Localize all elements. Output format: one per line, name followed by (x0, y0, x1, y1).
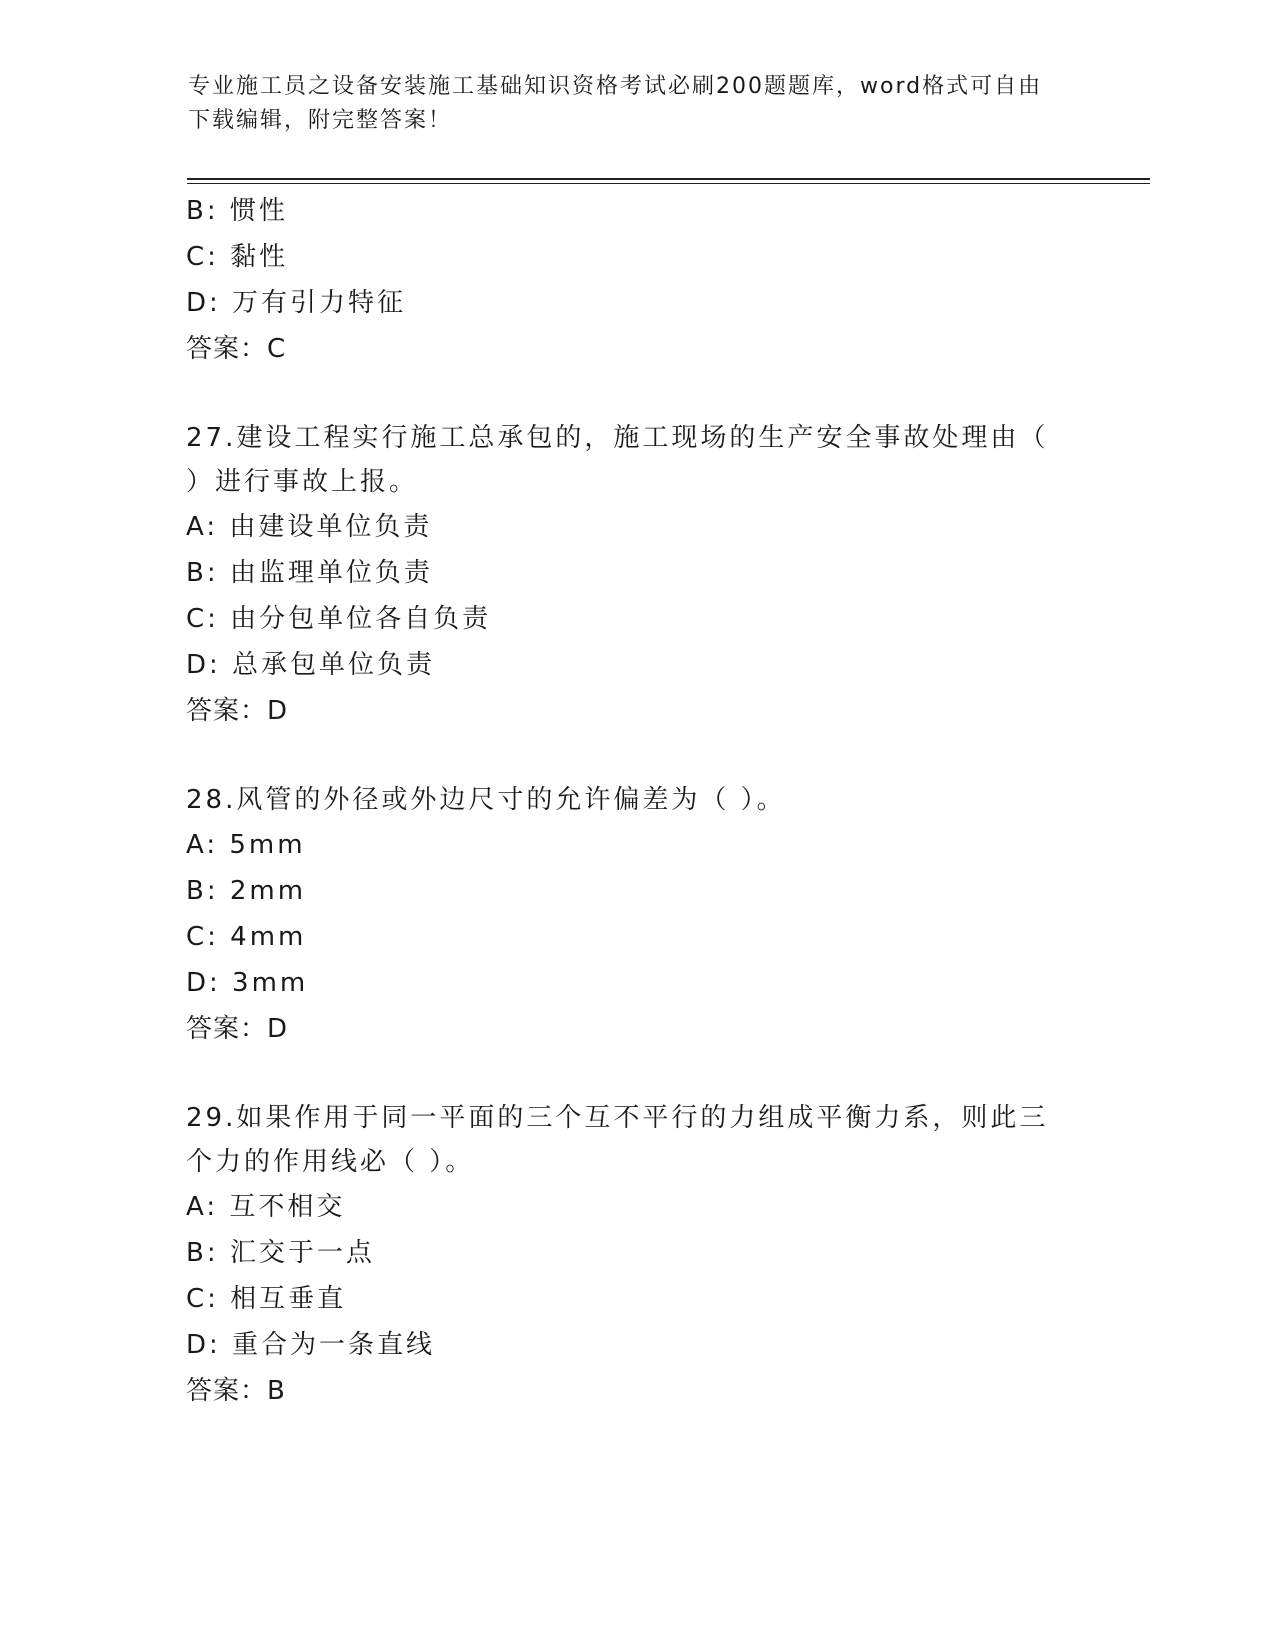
question-28 (186, 778, 1086, 1052)
option-a: A: 5mm (186, 830, 306, 860)
option-b: B: 由监理单位负责 (186, 558, 433, 588)
spacer (186, 372, 1086, 416)
answer: 答案：B (186, 1376, 286, 1406)
option-b: B: 惯性 (186, 196, 288, 226)
question-26 (186, 188, 1086, 372)
option-b: B: 2mm (186, 876, 307, 906)
answer: 答案：D (186, 696, 289, 726)
option-c: C: 由分包单位各自负责 (186, 604, 492, 634)
option-d: D: 3mm (186, 968, 309, 998)
question-29 (186, 1096, 1086, 1414)
question-text: 28.风管的外径或外边尺寸的允许偏差为（ ）。 (186, 785, 786, 815)
document-header (188, 70, 1088, 138)
answer: 答案：D (186, 1014, 289, 1044)
option-c: C: 黏性 (186, 242, 289, 272)
question-list (186, 188, 1086, 1414)
option-d: D: 万有引力特征 (186, 288, 407, 318)
option-c: C: 4mm (186, 922, 307, 952)
option-b: B: 汇交于一点 (186, 1238, 375, 1268)
spacer (186, 734, 1086, 778)
spacer (186, 1052, 1086, 1096)
option-c: C: 相互垂直 (186, 1284, 347, 1314)
question-27 (186, 416, 1086, 734)
header-line-2: 下载编辑，附完整答案！ (188, 108, 453, 133)
question-text: 29.如果作用于同一平面的三个互不平行的力组成平衡力系，则此三个力的作用线必（ ）。 (186, 1103, 1049, 1177)
header-rule-thick (187, 178, 1150, 180)
header-line-1: 专业施工员之设备安装施工基础知识资格考试必刷200题题库，word格式可自由 (188, 74, 1043, 99)
option-a: A: 由建设单位负责 (186, 512, 433, 542)
option-d: D: 重合为一条直线 (186, 1330, 436, 1360)
header-rule-thin (187, 183, 1150, 184)
question-text: 27.建设工程实行施工总承包的，施工现场的生产安全事故处理由（ ）进行事故上报。 (186, 423, 1049, 497)
option-a: A: 互不相交 (186, 1192, 346, 1222)
option-d: D: 总承包单位负责 (186, 650, 436, 680)
answer: 答案：C (186, 334, 287, 364)
